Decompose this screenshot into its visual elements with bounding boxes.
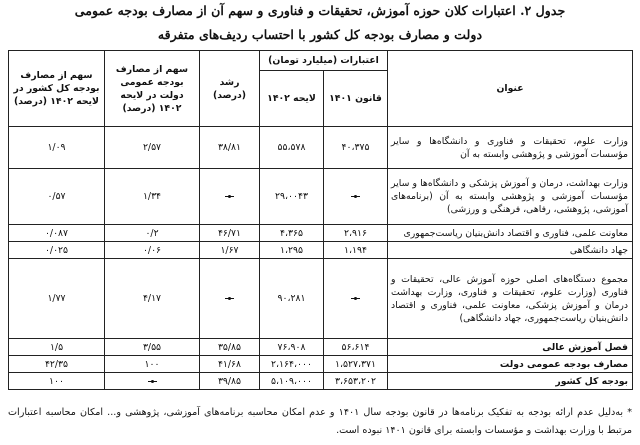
cell-law-1401: ۲،۹۱۶ [324, 225, 388, 242]
header-law-1401: قانون ۱۴۰۱ [324, 71, 388, 127]
cell-law-1401-empty [324, 259, 388, 339]
cell-growth: ۳۹/۸۵ [200, 373, 260, 390]
cell-bill-1402: ۲۹،۰۰۴۳ [260, 169, 324, 225]
cell-bill-1402: ۱،۲۹۵ [260, 242, 324, 259]
dash-mark [351, 298, 360, 299]
row-title: مصارف بودجه عمومی دولت [388, 356, 633, 373]
cell-growth: ۴۱/۶۸ [200, 356, 260, 373]
dash-mark [148, 381, 157, 382]
table-title-line-1: جدول ۲. اعتبارات کلان حوزه آموزش، تحقیقات و فناوری و سهم آن از مصارف بودجه عمومی [74, 3, 566, 18]
cell-share-public: ۳/۵۵ [105, 339, 200, 356]
row-title: فصل آموزش عالی [388, 339, 633, 356]
cell-law-1401-empty [324, 169, 388, 225]
cell-share-public: ۲/۵۷ [105, 127, 200, 169]
dash-mark [351, 196, 360, 197]
cell-growth-empty [200, 259, 260, 339]
table-row [9, 127, 633, 169]
row-title: جهاد دانشگاهی [388, 242, 633, 259]
table-row [9, 242, 633, 259]
row-title: وزارت بهداشت، درمان و آموزش پزشکی و دانشگاه‌ها و سایر مؤسسات آموزشی و پژوهشی وابسته به آن (برنامه‌های آموزشی، پژوهشی، رفاهی، فرهنگی و ورزشی) [388, 169, 633, 225]
cell-law-1401: ۴۰،۳۷۵ [324, 127, 388, 169]
header-share-public-budget: سهم از مصارف بودجه عمومی دولت در لایحه ۱۴۰۲ (درصد) [105, 51, 200, 127]
cell-share-public: ۰/۰۶ [105, 242, 200, 259]
cell-growth: ۱/۶۷ [200, 242, 260, 259]
row-title: مجموع دستگاه‌های اصلی حوزه آموزش عالی، تحقیقات و فناوری (وزارت علوم، تحقیقات و فناوری، وزارت بهداشت درمان و آموزش پزشکی، معاونت علمی، فناوری و اقتصاد دانش‌بنیان ریاست‌جمهوری، جهاد دانشگاهی) [388, 259, 633, 339]
cell-law-1401: ۵۶،۶۱۴ [324, 339, 388, 356]
cell-bill-1402: ۹۰،۲۸۱ [260, 259, 324, 339]
cell-share-total: ۱/۵ [9, 339, 105, 356]
table-row [9, 356, 633, 373]
cell-bill-1402: ۵،۱۰۹،۰۰۰ [260, 373, 324, 390]
cell-share-total: ۰/۰۸۷ [9, 225, 105, 242]
cell-share-total: ۱۰۰ [9, 373, 105, 390]
table-row [9, 373, 633, 390]
cell-bill-1402: ۲،۱۶۴،۰۰۰ [260, 356, 324, 373]
cell-bill-1402: ۵۵،۵۷۸ [260, 127, 324, 169]
cell-share-public: ۰/۲ [105, 225, 200, 242]
cell-share-public: ۴/۱۷ [105, 259, 200, 339]
cell-share-total: ۱/۰۹ [9, 127, 105, 169]
cell-share-total: ۴۲/۳۵ [9, 356, 105, 373]
table-row [9, 169, 633, 225]
header-growth: رشد (درصد) [200, 51, 260, 127]
cell-share-public: ۱۰۰ [105, 356, 200, 373]
cell-share-total: ۰/۰۲۵ [9, 242, 105, 259]
cell-growth: ۴۶/۷۱ [200, 225, 260, 242]
header-share-total-budget: سهم از مصارف بودجه کل کشور در لایحه ۱۴۰۲ (درصد) [9, 51, 105, 127]
table-row [9, 339, 633, 356]
budget-table [8, 50, 633, 390]
cell-growth-empty [200, 169, 260, 225]
cell-share-total: ۱/۷۷ [9, 259, 105, 339]
row-title: معاونت علمی، فناوری و اقتصاد دانش‌بنیان ریاست‌جمهوری [388, 225, 633, 242]
cell-bill-1402: ۴،۳۶۵ [260, 225, 324, 242]
cell-growth: ۳۸/۸۱ [200, 127, 260, 169]
cell-law-1401: ۳،۶۵۳،۲۰۲ [324, 373, 388, 390]
cell-law-1401: ۱،۱۹۴ [324, 242, 388, 259]
dash-mark [225, 298, 234, 299]
row-title: بودجه کل کشور [388, 373, 633, 390]
table-row [9, 225, 633, 242]
header-credits: اعتبارات (میلیارد تومان) [260, 51, 388, 71]
cell-share-total: ۰/۵۷ [9, 169, 105, 225]
cell-law-1401: ۱،۵۲۷،۳۷۱ [324, 356, 388, 373]
row-title: وزارت علوم، تحقیقات و فناوری و دانشگاه‌ها و سایر مؤسسات آموزشی و پژوهشی وابسته به آن [388, 127, 633, 169]
cell-growth: ۳۵/۸۵ [200, 339, 260, 356]
table-row [9, 259, 633, 339]
header-bill-1402: لایحه ۱۴۰۲ [260, 71, 324, 127]
cell-bill-1402: ۷۶،۹۰۸ [260, 339, 324, 356]
cell-share-public-empty [105, 373, 200, 390]
footnote: * به‌دلیل عدم ارائه بودجه به تفکیک برنامه‌ها در قانون بودجه سال ۱۴۰۱ و عدم امکان محاسبه برنامه‌های آموزشی، پژوهشی و... امکان محاسبه اعتبارات مرتبط با وزارت بهداشت و مؤسسات وابسته برای قانون ۱۴۰۱ نبوده است. [8, 407, 632, 436]
cell-share-public: ۱/۳۴ [105, 169, 200, 225]
header-title: عنوان [388, 51, 633, 127]
table-title-line-2: دولت و مصارف بودجه کل کشور با احتساب ردیف‌های متفرقه [157, 27, 483, 42]
dash-mark [225, 196, 234, 197]
